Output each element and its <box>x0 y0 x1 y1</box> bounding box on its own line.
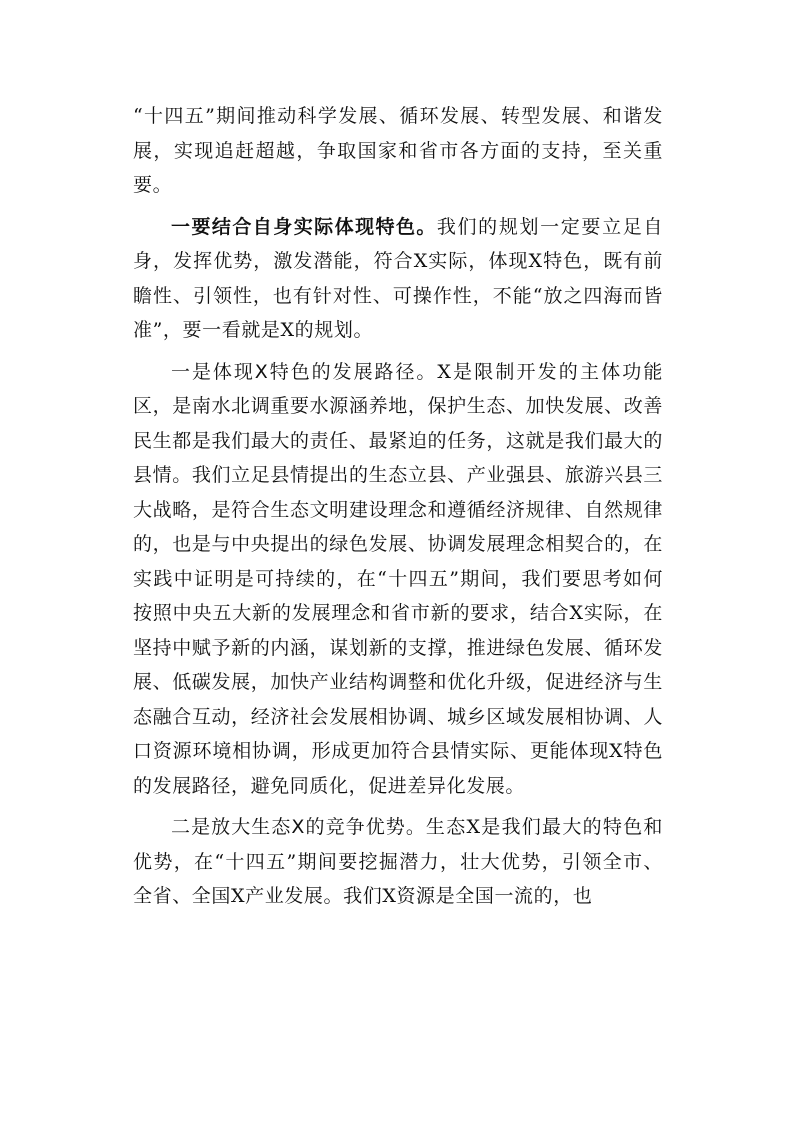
document-body <box>133 99 663 921</box>
paragraph-body: “十四五”期间推动科学发展、循环发展、转型发展、和谐发展，实现追赶超越，争取国家和省市各方面的支持，至关重要。 <box>133 105 663 196</box>
paragraph-heading: 一要结合自身实际体现特色。 <box>171 215 437 238</box>
paragraph-intro-continuation <box>133 99 663 203</box>
paragraph-body: 我们的规划一定要立足自身，发挥优势，激发潜能，符合X实际，体现X特色，既有前瞻性、引领性，也有针对性、可操作性，不能“放之四海而皆准”，要一看就是X的规划。 <box>133 215 663 341</box>
paragraph-point-one <box>133 210 663 348</box>
paragraph-subpoint-two <box>133 810 663 914</box>
paragraph-heading: 二是放大生态X的竞争优势。 <box>171 816 426 838</box>
paragraph-body: 生态X是我们最大的特色和优势，在“十四五”期间要挖掘潜力，壮大优势，引领全市、全省、全国X产业发展。我们X资源是全国一流的，也 <box>133 816 664 907</box>
paragraph-subpoint-one <box>133 355 663 804</box>
paragraph-heading: 一是体现X特色的发展路径。 <box>171 360 438 383</box>
paragraph-body: X是限制开发的主体功能区，是南水北调重要水源涵养地，保护生态、加快发展、改善民生都是我们最大的责任、最紧迫的任务，这就是我们最大的县情。我们立足县情提出的生态立县、产业强县、旅游兴县三大战略，是符合生态文明建设理念和遵循经济规律、自然规律的，也是与中央提出的绿色发展、协调发展理念相契合的，在实践中证明是可持续的，在“十四五”期间，我们要思考如何按照中央五大新的发展理念和省市新的要求，结合X实际，在坚持中赋予新的内涵，谋划新的支撑，推进绿色发展、循环发展、低碳发展，加快产业结构调整和优化升级，促进经济与生态融合互动，经济社会发展相协调、城乡区域发展相协调、人口资源环境相协调，形成更加符合县情实际、更能体现X特色的发展路径，避免同质化，促进差异化发展。 <box>133 360 663 797</box>
